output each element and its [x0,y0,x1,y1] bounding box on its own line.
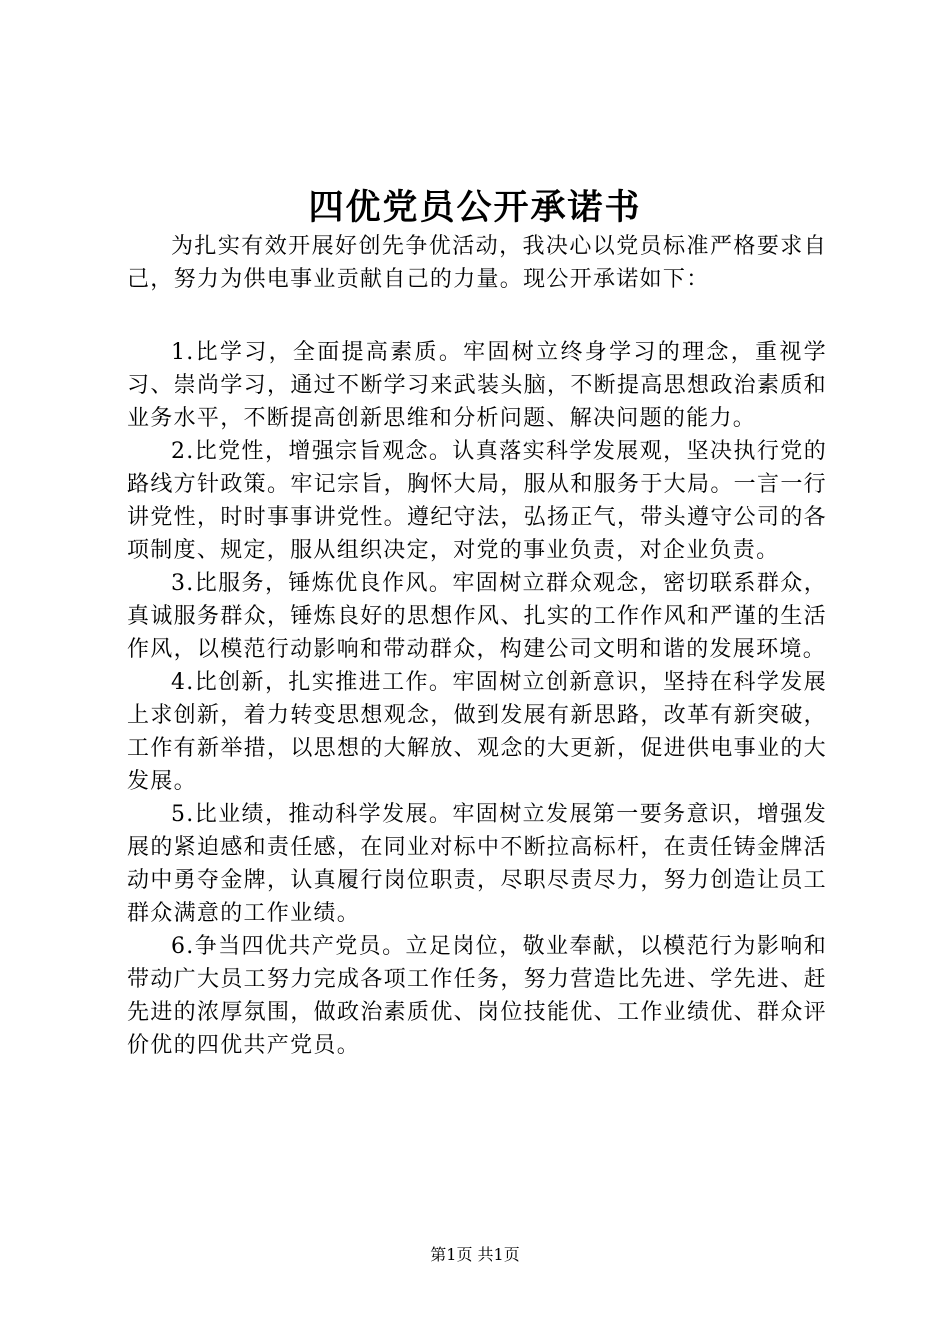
commitment-item-5: 5.比业绩，推动科学发展。牢固树立发展第一要务意识，增强发展的紧迫感和责任感，在同业对标中不断拉高标杆，在责任铸金牌活动中勇夺金牌，认真履行岗位职责，尽职尽责尽力，努力创造让员工群众满意的工作业绩。 [127,802,827,926]
commitment-item-2: 2.比党性，增强宗旨观念。认真落实科学发展观，坚决执行党的路线方针政策。牢记宗旨，胸怀大局，服从和服务于大局。一言一行讲党性，时时事事讲党性。遵纪守法，弘扬正气，带头遵守公司的各项制度、规定，服从组织决定，对党的事业负责，对企业负责。 [127,439,827,563]
commitment-item-3: 3.比服务，锤炼优良作风。牢固树立群众观念，密切联系群众，真诚服务群众，锤炼良好的思想作风、扎实的工作作风和严谨的生活作风，以模范行动影响和带动群众，构建公司文明和谐的发展环境。 [127,571,827,662]
page-number-footer: 第1页 共1页 [430,1245,520,1264]
document-title: 四优党员公开承诺书 [308,187,642,228]
commitment-item-4: 4.比创新，扎实推进工作。牢固树立创新意识，坚持在科学发展上求创新，着力转变思想观念，做到发展有新思路，改革有新突破，工作有新举措，以思想的大解放、观念的大更新，促进供电事业的大发展。 [127,670,827,794]
intro-paragraph: 为扎实有效开展好创先争优活动，我决心以党员标准严格要求自己，努力为供电事业贡献自己的力量。现公开承诺如下： [127,234,827,292]
commitment-item-6: 6.争当四优共产党员。立足岗位，敬业奉献，以模范行为影响和带动广大员工努力完成各项工作任务，努力营造比先进、学先进、赶先进的浓厚氛围，做政治素质优、岗位技能优、工作业绩优、群众评价优的四优共产党员。 [127,934,827,1058]
commitment-item-1: 1.比学习，全面提高素质。牢固树立终身学习的理念，重视学习、崇尚学习，通过不断学习来武装头脑，不断提高思想政治素质和业务水平，不断提高创新思维和分析问题、解决问题的能力。 [127,340,827,431]
document-body [127,230,827,1062]
